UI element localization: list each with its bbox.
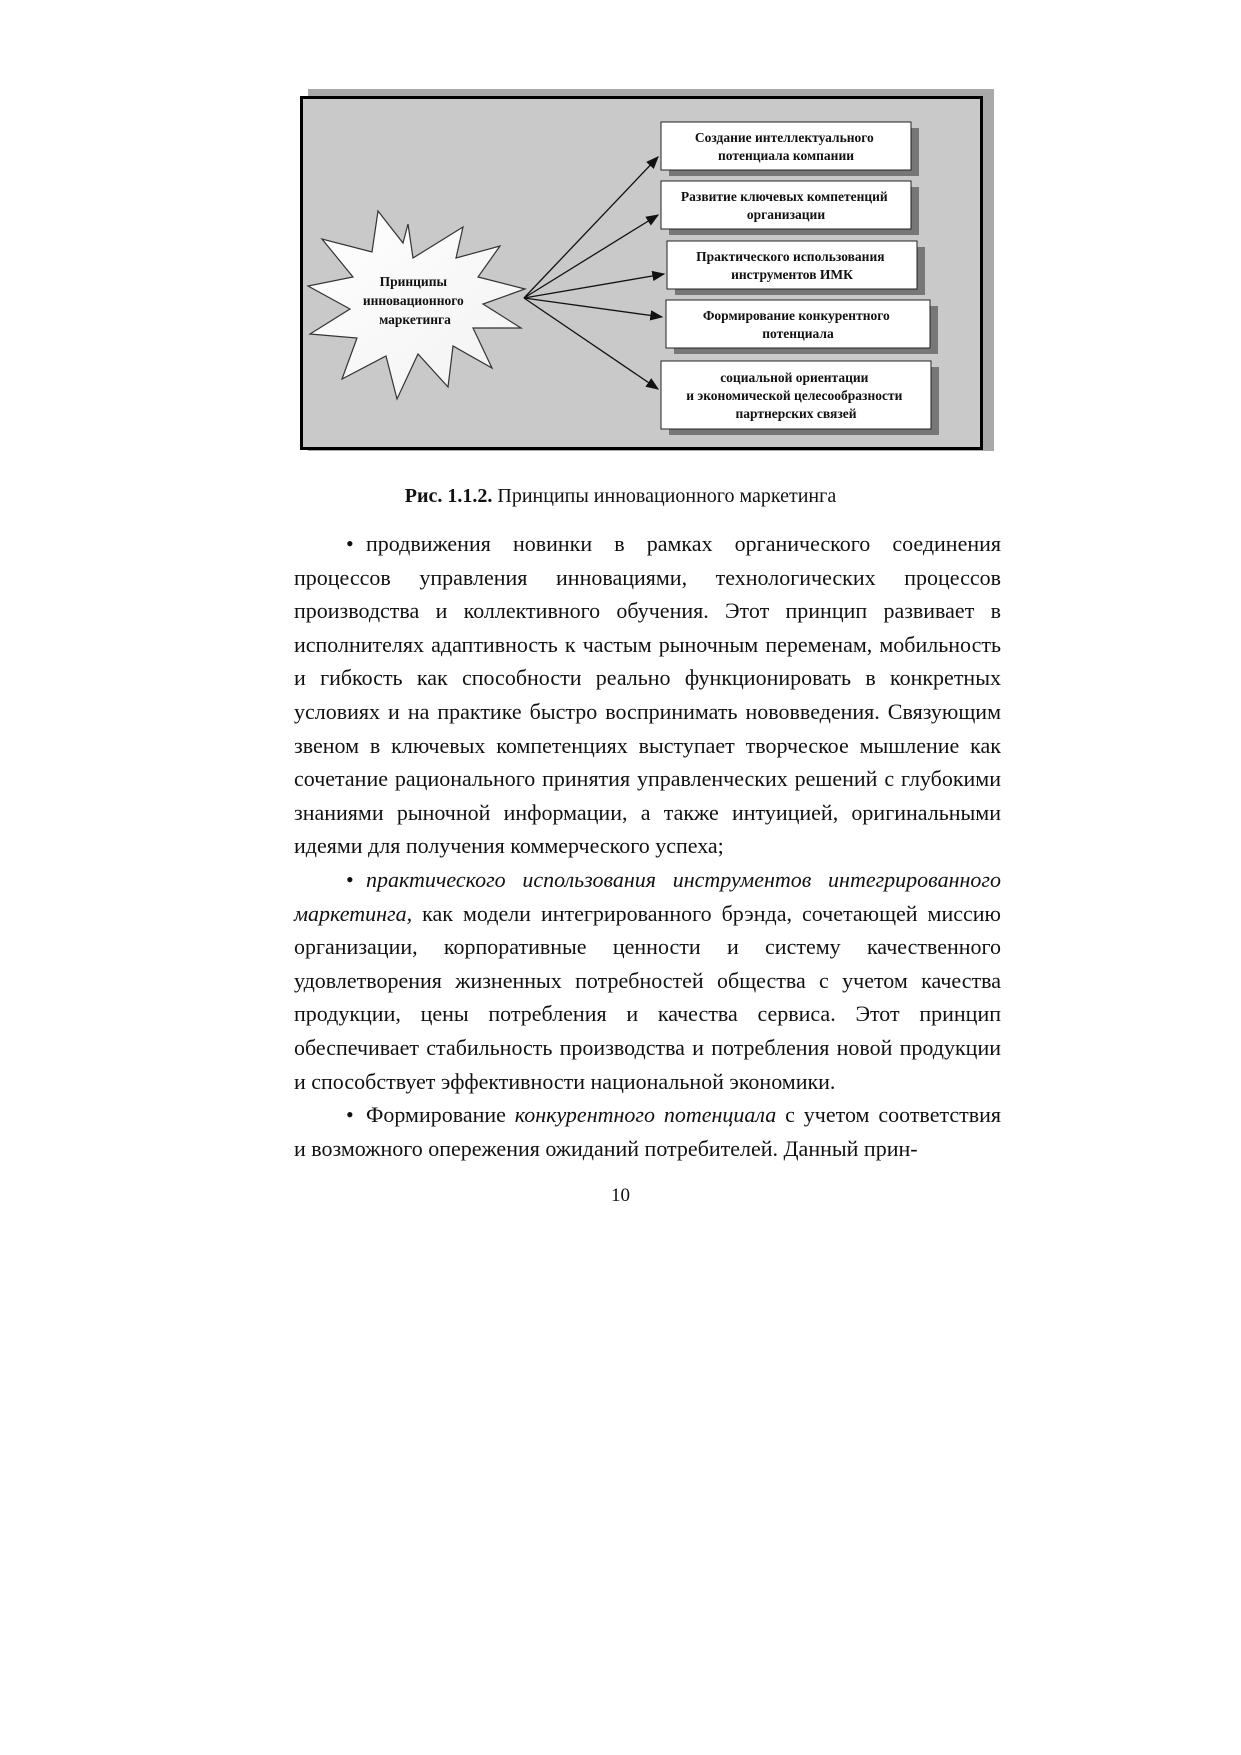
paragraph-1-text: продвижения новинки в рамках органического соединения процессов управления инновациями, технологических процессов производства и коллективного обучения. Этот принцип развивает в исполнителях адаптивность к частым рыночным переменам, мобильность и гибкость как способности реально функционировать в конкретных условиях и на практике быстро воспринимать нововведения. Связующим звеном в ключевых компетенциях выступает творческое мышление как сочетание рационального принятия управленческих решений с глубокими знаниями рыночной информации, а также интуицией, оригинальными идеями для получения коммерческого успеха;	[294, 531, 1001, 859]
principle-box-5-line-2: и экономической целесообразности	[686, 388, 903, 403]
paragraph-3-italic: конкурентного потенциала	[514, 1102, 777, 1128]
starburst-label-line-1: Принципы	[379, 274, 448, 289]
principle-box-1	[661, 122, 919, 176]
page-number: 10	[611, 1185, 630, 1206]
body-text	[294, 527, 1001, 1165]
starburst-label-line-2: инновационного	[362, 293, 464, 308]
figure-caption-title: Принципы инновационного маркетинга	[497, 485, 837, 507]
paragraph-3-lead: Формирование	[366, 1102, 506, 1128]
principle-box-2-line-2: организации	[746, 207, 826, 222]
principle-box-3-line-1: Практического использования	[696, 249, 885, 264]
bullet-2: •	[346, 866, 354, 892]
figure-caption	[0, 483, 1241, 509]
bullet-3: •	[346, 1102, 354, 1128]
paragraph-1	[294, 527, 1001, 863]
paragraph-3	[294, 1098, 1001, 1165]
principle-box-4-line-1: Формирование конкурентного	[702, 308, 890, 323]
principle-box-4-line-2: потенциала	[762, 326, 834, 341]
paragraph-3-text: с учетом соответствия и возможного опережения ожиданий потребителей. Данный прин-	[294, 1102, 1001, 1161]
principle-box-1-line-1: Создание интеллектуального	[694, 130, 874, 145]
principle-box-5-line-3: партнерских связей	[735, 406, 857, 421]
principle-box-3-line-2: инструментов ИМК	[731, 267, 853, 282]
paragraph-2-text: как модели интегрированного брэнда, сочетающей миссию организации, корпоративные ценности и систему качественного удовлетворения жизненных потребностей общества с учетом качества продукции, цены потребления и качества сервиса. Этот принцип обеспечивает стабильность производства и потребления новой продукции и способствует эффективности национальной экономики.	[294, 900, 1001, 1094]
principle-box-2-line-1: Развитие ключевых компетенций	[680, 189, 888, 204]
bullet-1: •	[346, 531, 354, 556]
paragraph-2-italic-lead: практического использования инструментов интегрированного маркетинга,	[294, 866, 1001, 926]
paragraph-2	[294, 863, 1001, 1098]
principle-box-5	[661, 361, 939, 435]
principle-box-2	[661, 181, 919, 235]
principle-box-5-line-1: социальной ориентации	[720, 370, 869, 385]
starburst-label-line-3: маркетинга	[379, 312, 451, 327]
principle-box-3	[667, 241, 925, 295]
principle-box-4	[666, 300, 938, 354]
figure-diagram	[300, 86, 994, 456]
figure-caption-number: Рис. 1.1.2.	[404, 485, 493, 507]
principle-box-1-line-2: потенциала компании	[717, 148, 855, 163]
